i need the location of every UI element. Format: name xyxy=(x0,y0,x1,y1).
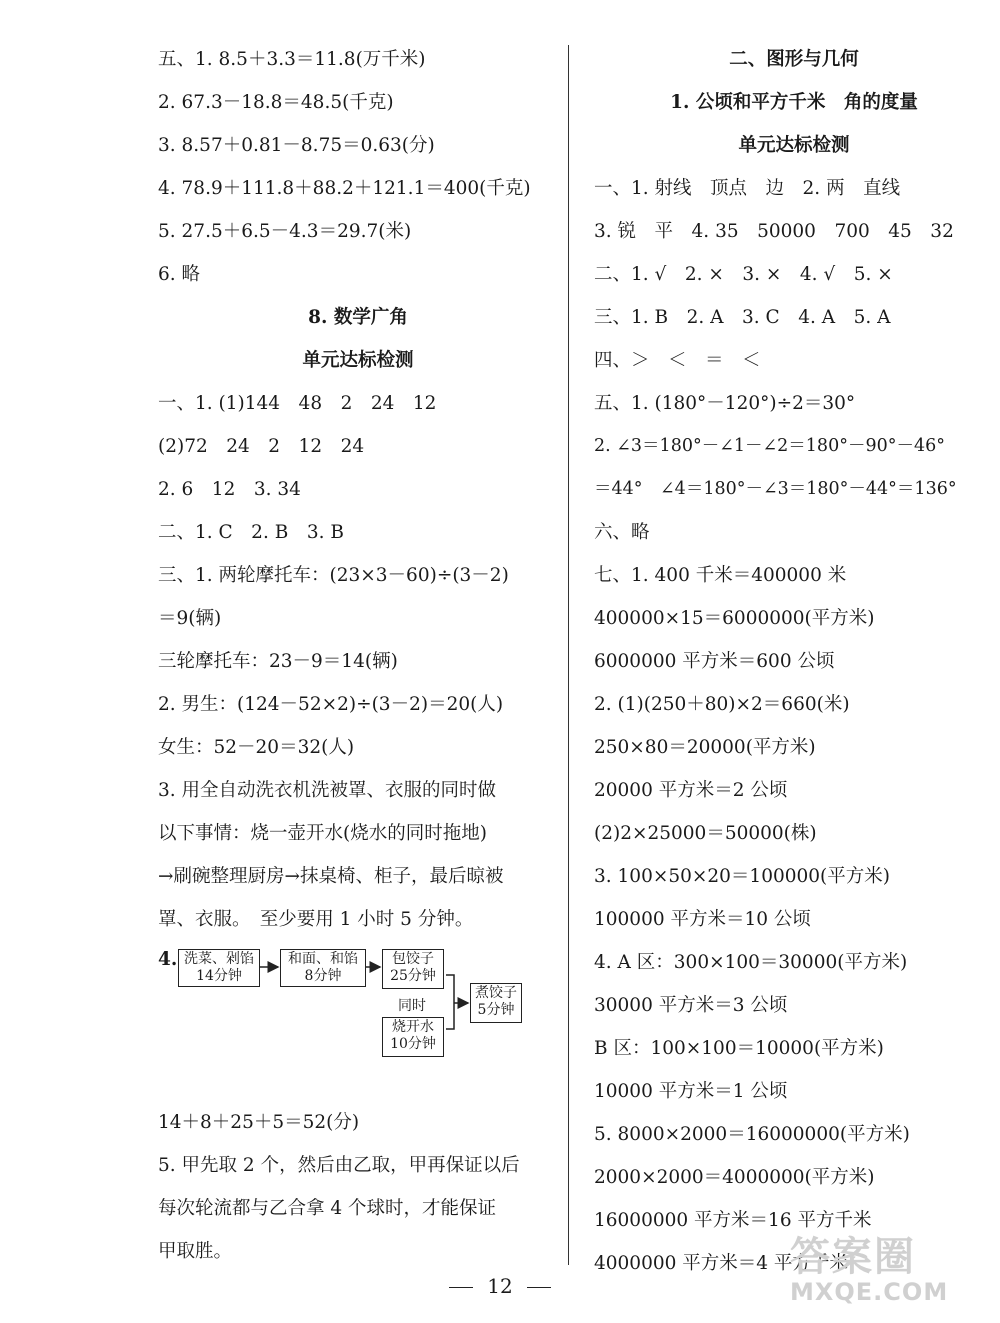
column-divider xyxy=(568,45,569,1265)
answer-line: 100000 平方米＝10 公顷 xyxy=(594,909,811,930)
answer-line: 2. ∠3＝180°－∠1－∠2＝180°－90°－46° xyxy=(594,436,945,456)
section-heading: 1. 公顷和平方千米 角的度量 xyxy=(670,92,918,113)
answer-line: 二、1. √ 2. × 3. × 4. √ 5. × xyxy=(594,264,893,285)
answer-line: 四、＞ ＜ ＝ ＜ xyxy=(594,350,761,371)
flow-number: 4. xyxy=(158,949,178,970)
answer-line: 三轮摩托车：23－9＝14(辆) xyxy=(158,651,398,672)
flow-box-wrap: 包饺子 25分钟 xyxy=(382,949,444,989)
answer-line: 五、1. (180°－120°)÷2＝30° xyxy=(594,393,856,414)
footer-dash xyxy=(527,1287,551,1288)
answer-line: 三、1. B 2. A 3. C 4. A 5. A xyxy=(594,307,891,328)
section-subheading: 单元达标检测 xyxy=(302,350,414,371)
answer-line: 400000×15＝6000000(平方米) xyxy=(594,608,875,629)
answer-line: 14＋8＋25＋5＝52(分) xyxy=(158,1112,360,1133)
answer-line: 16000000 平方米＝16 平方千米 xyxy=(594,1210,872,1231)
section-heading: 8. 数学广角 xyxy=(308,307,408,328)
answer-line: (2)2×25000＝50000(株) xyxy=(594,823,817,844)
answer-line: 六、略 xyxy=(594,522,650,543)
answer-line: ＝9(辆) xyxy=(158,608,222,629)
answer-line: 5. 27.5＋6.5－4.3＝29.7(米) xyxy=(158,221,412,242)
answer-line: 2000×2000＝4000000(平方米) xyxy=(594,1167,875,1188)
answer-line: 5. 8000×2000＝16000000(平方米) xyxy=(594,1124,910,1145)
answer-line: 20000 平方米＝2 公顷 xyxy=(594,780,788,801)
answer-line: 3. 8.57＋0.81－8.75＝0.63(分) xyxy=(158,135,435,156)
answer-line: 3. 100×50×20＝100000(平方米) xyxy=(594,866,890,887)
answer-line: 二、1. C 2. B 3. B xyxy=(158,522,344,543)
flow-box-boil-water: 烧开水 10分钟 xyxy=(382,1017,444,1057)
answer-line: B 区：100×100＝10000(平方米) xyxy=(594,1038,884,1059)
answer-line: 2. 男生：(124－52×2)÷(3－2)＝20(人) xyxy=(158,694,504,715)
answer-line: 4000000 平方米＝4 平方千米 xyxy=(594,1253,848,1274)
answer-line: 3. 锐 平 4. 35 50000 700 45 32 xyxy=(594,221,954,242)
answer-line: 2. 6 12 3. 34 xyxy=(158,479,301,500)
answer-line: 甲取胜。 xyxy=(158,1241,233,1262)
flow-diagram xyxy=(158,949,558,1101)
answer-line: →刷碗整理厨房→抹桌椅、柜子，最后晾被 xyxy=(158,866,504,887)
right-column xyxy=(594,38,994,1285)
watermark-text: 答案圈 xyxy=(790,1234,916,1280)
flow-box-cook: 煮饺子 5分钟 xyxy=(470,983,522,1023)
answer-line: 一、1. (1)144 48 2 24 12 xyxy=(158,393,437,414)
answer-line: 6. 略 xyxy=(158,264,201,285)
answer-line: 以下事情：烧一壶开水(烧水的同时拖地) xyxy=(158,823,487,844)
answer-line: 4. 78.9＋111.8＋88.2＋121.1＝400(千克) xyxy=(158,178,531,199)
page-number: 12 xyxy=(487,1274,513,1298)
answer-line: 30000 平方米＝3 公顷 xyxy=(594,995,788,1016)
same-time-label: 同时 xyxy=(398,998,426,1014)
flow-box-wash-veg: 洗菜、剁馅 14分钟 xyxy=(178,949,260,987)
flow-box-dough: 和面、和馅 8分钟 xyxy=(280,949,366,987)
watermark-logo xyxy=(790,1225,990,1320)
section-subheading: 单元达标检测 xyxy=(738,135,850,156)
answer-line: 女生：52－20＝32(人) xyxy=(158,737,355,758)
left-column xyxy=(158,38,558,1273)
answer-line: 一、1. 射线 顶点 边 2. 两 直线 xyxy=(594,178,901,199)
answer-line: 2. 67.3－18.8＝48.5(千克) xyxy=(158,92,394,113)
answer-line: 罩、衣服。 至少要用 1 小时 5 分钟。 xyxy=(158,909,474,930)
answer-line: ＝44° ∠4＝180°－∠3＝180°－44°＝136° xyxy=(594,479,957,499)
answer-line: 五、1. 8.5＋3.3＝11.8(万千米) xyxy=(158,49,426,70)
answer-line: 6000000 平方米＝600 公顷 xyxy=(594,651,835,672)
chapter-heading: 二、图形与几何 xyxy=(729,49,859,70)
footer-dash xyxy=(449,1287,473,1288)
watermark-url: MXQE.COM xyxy=(790,1278,949,1306)
answer-line: 5. 甲先取 2 个，然后由乙取，甲再保证以后 xyxy=(158,1155,520,1176)
answer-line: (2)72 24 2 12 24 xyxy=(158,436,365,457)
answer-line: 2. (1)(250＋80)×2＝660(米) xyxy=(594,694,850,715)
answer-line: 4. A 区：300×100＝30000(平方米) xyxy=(594,952,908,973)
answer-line: 250×80＝20000(平方米) xyxy=(594,737,816,758)
answer-line: 七、1. 400 千米＝400000 米 xyxy=(594,565,847,586)
answer-line: 10000 平方米＝1 公顷 xyxy=(594,1081,788,1102)
answer-line: 3. 用全自动洗衣机洗被罩、衣服的同时做 xyxy=(158,780,497,801)
answer-line: 每次轮流都与乙合拿 4 个球时，才能保证 xyxy=(158,1198,497,1219)
answer-line: 三、1. 两轮摩托车：(23×3－60)÷(3－2) xyxy=(158,565,509,586)
